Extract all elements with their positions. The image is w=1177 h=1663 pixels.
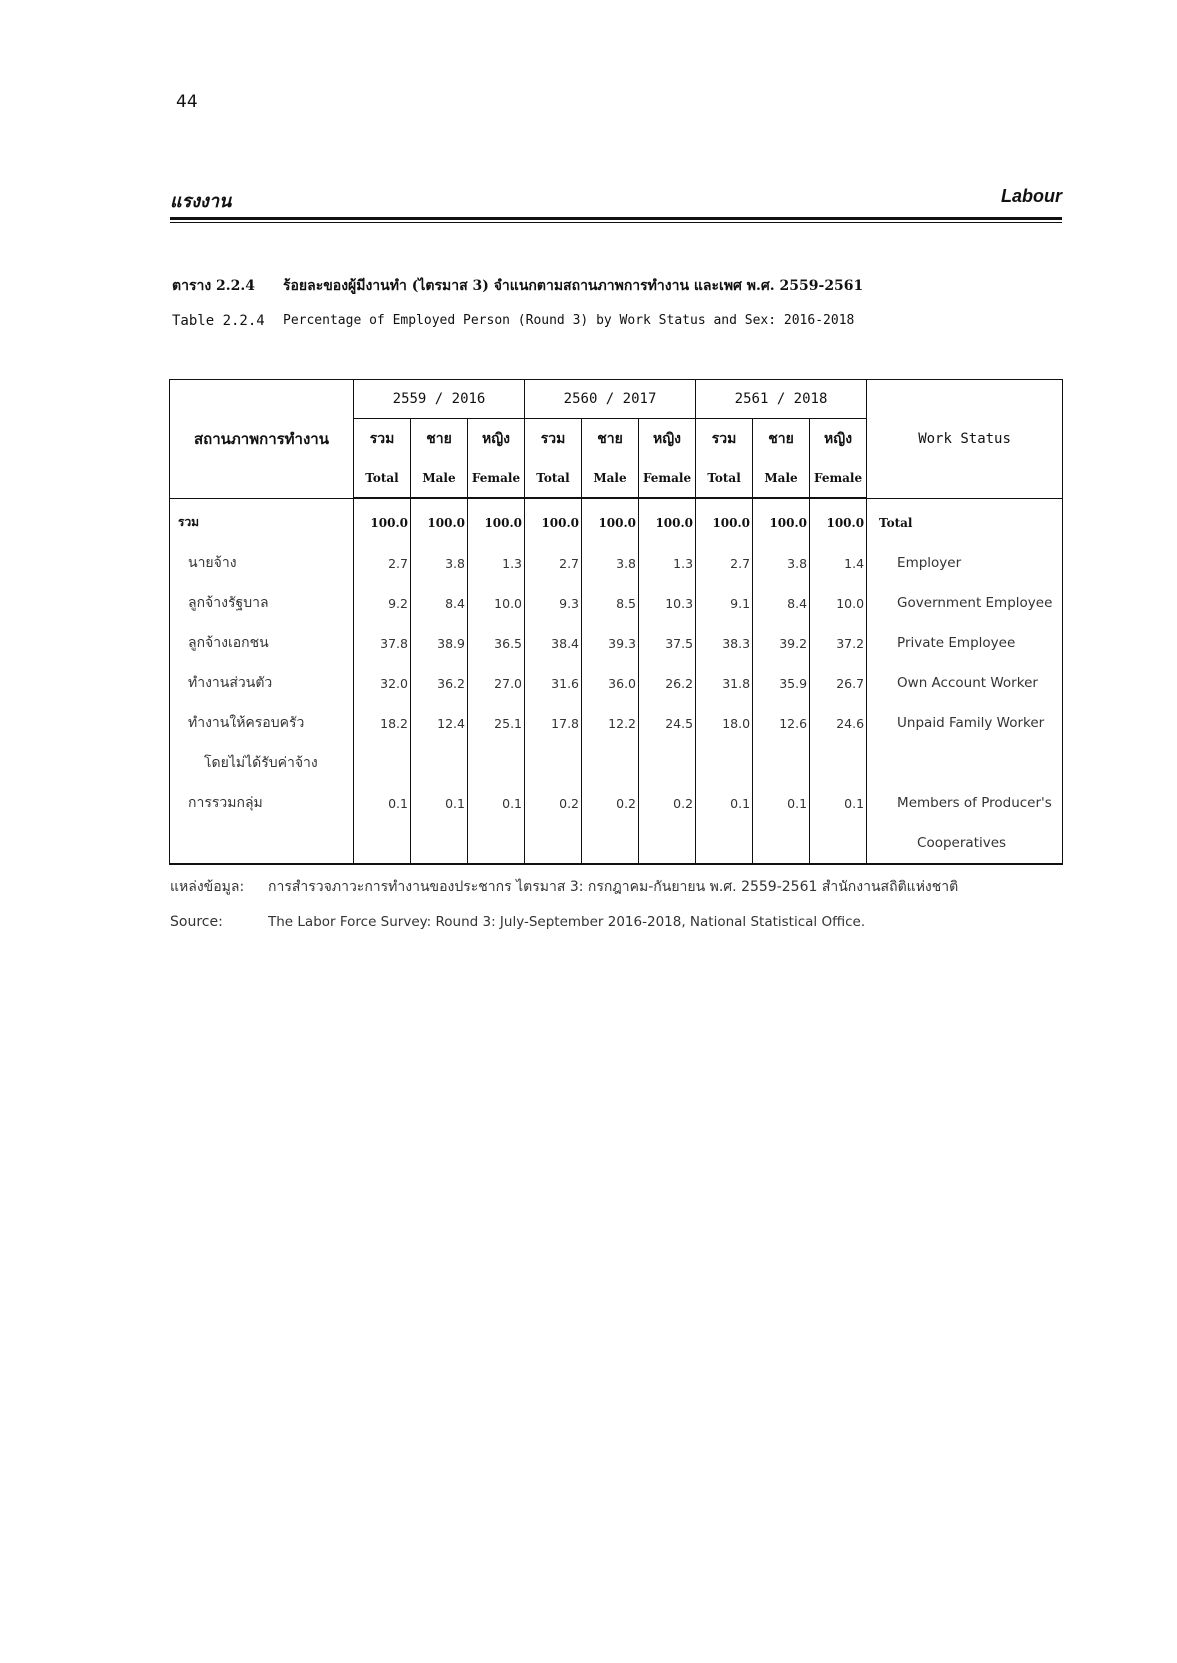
value-cell: [753, 743, 810, 783]
value-cell: 37.8: [354, 623, 411, 663]
value-cell: 18.2: [354, 703, 411, 743]
row-label-english: Own Account Worker: [867, 663, 1063, 703]
value-cell: 26.7: [810, 663, 867, 703]
row-label-thai: ทำงานให้ครอบครัว: [170, 703, 354, 743]
value-cell: 12.2: [582, 703, 639, 743]
value-cell: 100.0: [639, 498, 696, 543]
row-label-english: Members of Producer's: [867, 783, 1063, 823]
sex-header-thai: ชาย: [753, 419, 810, 460]
row-label-thai: โดยไม่ได้รับค่าจ้าง: [170, 743, 354, 783]
value-cell: 17.8: [525, 703, 582, 743]
value-cell: 35.9: [753, 663, 810, 703]
value-cell: 27.0: [468, 663, 525, 703]
value-cell: 25.1: [468, 703, 525, 743]
value-cell: [582, 743, 639, 783]
row-label-thai: นายจ้าง: [170, 543, 354, 583]
row-label-english: Private Employee: [867, 623, 1063, 663]
sex-header-thai: ชาย: [582, 419, 639, 460]
stub-header-thai: สถานภาพการทำงาน: [170, 380, 354, 499]
row-label-thai: ลูกจ้างเอกชน: [170, 623, 354, 663]
value-cell: 100.0: [525, 498, 582, 543]
table-row: [170, 703, 1063, 743]
value-cell: 37.5: [639, 623, 696, 663]
value-cell: 0.1: [810, 783, 867, 823]
table-row: [170, 783, 1063, 823]
value-cell: [468, 743, 525, 783]
source-text-thai: การสำรวจภาวะการทำงานของประชากร ไตรมาส 3: กรกฎาคม-กันยายน พ.ศ. 2559-2561 สำนักงานสถิติแห่งชาติ: [268, 879, 959, 895]
running-header-thai: แรงงาน: [170, 191, 232, 212]
page-number: 44: [176, 92, 198, 112]
row-label-thai: ทำงานส่วนตัว: [170, 663, 354, 703]
table-row: [170, 583, 1063, 623]
sex-header-thai: หญิง: [468, 419, 525, 460]
sex-header-thai: ชาย: [411, 419, 468, 460]
table-row: [170, 823, 1063, 864]
sex-header-english: Female: [810, 459, 867, 498]
value-cell: 8.5: [582, 583, 639, 623]
value-cell: 18.0: [696, 703, 753, 743]
value-cell: 12.4: [411, 703, 468, 743]
value-cell: 3.8: [582, 543, 639, 583]
sex-header-english: Male: [753, 459, 810, 498]
table-row: [170, 543, 1063, 583]
row-label-english: Employer: [867, 543, 1063, 583]
row-label-thai: ลูกจ้างรัฐบาล: [170, 583, 354, 623]
value-cell: 100.0: [810, 498, 867, 543]
value-cell: 8.4: [411, 583, 468, 623]
table-label-thai: ตาราง 2.2.4: [172, 278, 256, 294]
value-cell: 100.0: [753, 498, 810, 543]
value-cell: 1.3: [468, 543, 525, 583]
value-cell: 100.0: [468, 498, 525, 543]
value-cell: [639, 823, 696, 864]
sex-header-english: Female: [468, 459, 525, 498]
table-row: [170, 498, 1063, 543]
sex-header-thai: รวม: [696, 419, 753, 460]
value-cell: 0.1: [411, 783, 468, 823]
value-cell: 0.1: [753, 783, 810, 823]
value-cell: 100.0: [696, 498, 753, 543]
header-rule-thick: [170, 217, 1062, 220]
value-cell: 0.1: [468, 783, 525, 823]
value-cell: [525, 743, 582, 783]
value-cell: [411, 743, 468, 783]
value-cell: 26.2: [639, 663, 696, 703]
value-cell: 0.1: [696, 783, 753, 823]
value-cell: 8.4: [753, 583, 810, 623]
value-cell: 0.2: [639, 783, 696, 823]
value-cell: 100.0: [411, 498, 468, 543]
sex-header-english: Total: [696, 459, 753, 498]
value-cell: [639, 743, 696, 783]
row-label-english: Government Employee: [867, 583, 1063, 623]
source-text-english: The Labor Force Survey: Round 3: July-September 2016-2018, National Statistical Office.: [268, 914, 866, 930]
value-cell: 0.2: [582, 783, 639, 823]
row-label-english: Total: [867, 498, 1063, 543]
value-cell: 9.2: [354, 583, 411, 623]
value-cell: 3.8: [411, 543, 468, 583]
value-cell: [696, 823, 753, 864]
sex-header-thai: หญิง: [810, 419, 867, 460]
value-cell: [753, 823, 810, 864]
value-cell: 38.4: [525, 623, 582, 663]
value-cell: 2.7: [525, 543, 582, 583]
row-label-english: Unpaid Family Worker: [867, 703, 1063, 743]
header-rule-thin: [170, 222, 1062, 223]
value-cell: 36.0: [582, 663, 639, 703]
row-label-english: [867, 743, 1063, 783]
source-label-english: Source:: [170, 914, 223, 930]
value-cell: 1.4: [810, 543, 867, 583]
value-cell: 32.0: [354, 663, 411, 703]
table-row: [170, 663, 1063, 703]
row-label-thai: [170, 823, 354, 864]
value-cell: 36.5: [468, 623, 525, 663]
table-label-english: Table 2.2.4: [172, 313, 265, 329]
sex-header-thai: รวม: [525, 419, 582, 460]
value-cell: 12.6: [753, 703, 810, 743]
value-cell: 0.1: [354, 783, 411, 823]
year-header: 2560 / 2017: [525, 380, 696, 419]
value-cell: 37.2: [810, 623, 867, 663]
value-cell: 24.6: [810, 703, 867, 743]
value-cell: 9.1: [696, 583, 753, 623]
value-cell: 38.3: [696, 623, 753, 663]
sex-header-thai: หญิง: [639, 419, 696, 460]
value-cell: 1.3: [639, 543, 696, 583]
sex-header-english: Female: [639, 459, 696, 498]
sex-header-english: Total: [525, 459, 582, 498]
year-header: 2559 / 2016: [354, 380, 525, 419]
table-title-english: Percentage of Employed Person (Round 3) by Work Status and Sex: 2016-2018: [283, 313, 855, 328]
running-header-english: Labour: [1001, 186, 1062, 206]
value-cell: 39.3: [582, 623, 639, 663]
value-cell: 31.8: [696, 663, 753, 703]
sex-header-english: Male: [411, 459, 468, 498]
value-cell: 100.0: [582, 498, 639, 543]
value-cell: 36.2: [411, 663, 468, 703]
value-cell: [411, 823, 468, 864]
value-cell: [525, 823, 582, 864]
stub-header-english: Work Status: [867, 380, 1063, 499]
sex-header-english: Male: [582, 459, 639, 498]
table-row: [170, 623, 1063, 663]
value-cell: 2.7: [696, 543, 753, 583]
value-cell: 10.3: [639, 583, 696, 623]
value-cell: 24.5: [639, 703, 696, 743]
value-cell: 38.9: [411, 623, 468, 663]
value-cell: [582, 823, 639, 864]
table-row: [170, 743, 1063, 783]
table-title-thai: ร้อยละของผู้มีงานทำ (ไตรมาส 3) จำแนกตามสถานภาพการทำงาน และเพศ พ.ศ. 2559-2561: [283, 278, 864, 294]
value-cell: [354, 743, 411, 783]
row-label-thai: การรวมกลุ่ม: [170, 783, 354, 823]
sex-header-english: Total: [354, 459, 411, 498]
value-cell: [354, 823, 411, 864]
value-cell: 31.6: [525, 663, 582, 703]
value-cell: 39.2: [753, 623, 810, 663]
value-cell: 9.3: [525, 583, 582, 623]
value-cell: [810, 743, 867, 783]
work-status-table: [169, 379, 1063, 865]
year-header: 2561 / 2018: [696, 380, 867, 419]
value-cell: 2.7: [354, 543, 411, 583]
value-cell: [696, 743, 753, 783]
sex-header-thai: รวม: [354, 419, 411, 460]
value-cell: 100.0: [354, 498, 411, 543]
value-cell: 3.8: [753, 543, 810, 583]
value-cell: [468, 823, 525, 864]
value-cell: [810, 823, 867, 864]
source-label-thai: แหล่งข้อมูล:: [170, 879, 245, 895]
row-label-english: Cooperatives: [867, 823, 1063, 864]
value-cell: 0.2: [525, 783, 582, 823]
row-label-thai: รวม: [170, 498, 354, 543]
value-cell: 10.0: [468, 583, 525, 623]
value-cell: 10.0: [810, 583, 867, 623]
